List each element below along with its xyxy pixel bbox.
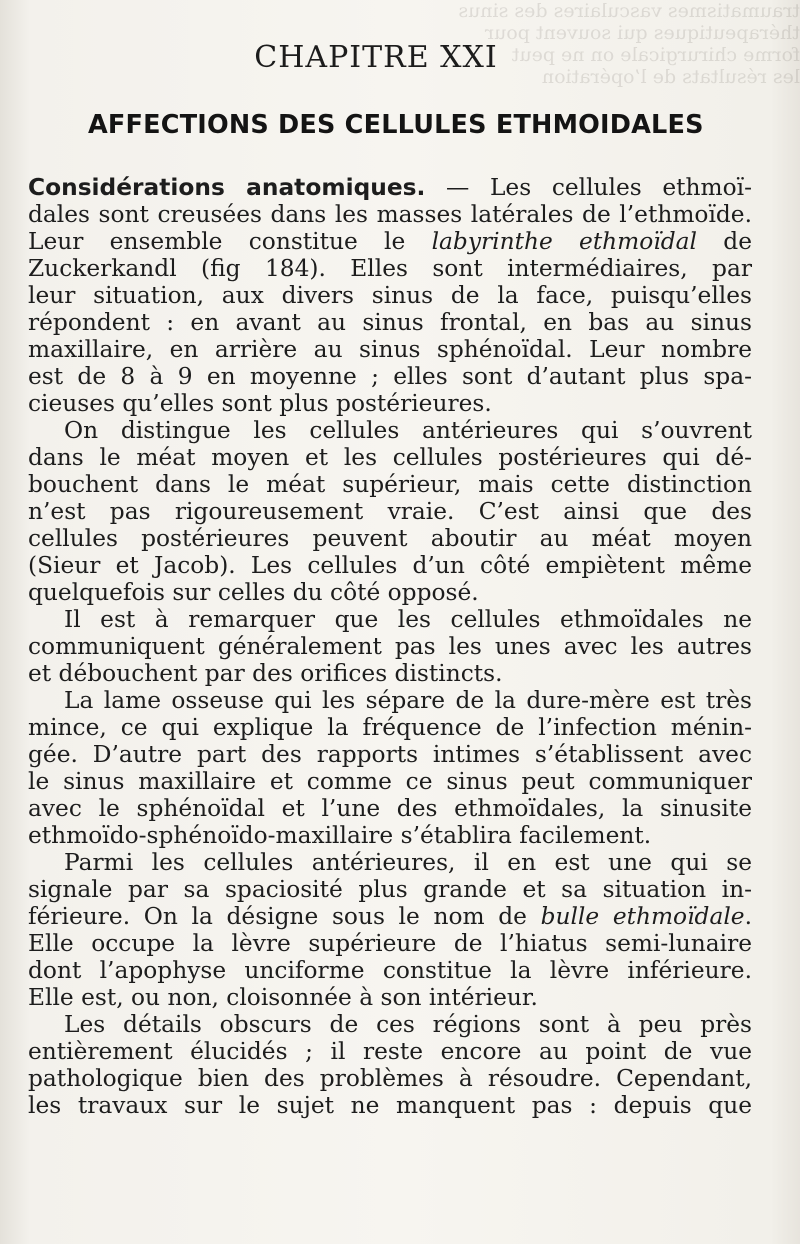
bleed-line: traumatismes vasculaires des sinus bbox=[458, 0, 800, 22]
text-line: mince, ce qui explique la fréquence de l’infection ménin- bbox=[28, 714, 752, 741]
text-line: quelquefois sur celles du côté opposé. bbox=[28, 579, 479, 606]
text-span: . bbox=[744, 903, 752, 930]
text-line: Elle est, ou non, cloisonnée à son intérieur. bbox=[28, 984, 538, 1011]
text-line: les travaux sur le sujet ne manquent pas : depuis que bbox=[28, 1092, 752, 1119]
text-line: (Sieur et Jacob). Les cellules d’un côté empiètent même bbox=[28, 552, 752, 579]
text-line: Elle occupe la lèvre supérieure de l’hiatus semi-lunaire bbox=[28, 930, 752, 957]
italic-term: bulle ethmoïdale bbox=[540, 903, 745, 930]
text-line: On distingue les cellules antérieures qui s’ouvrent bbox=[64, 417, 752, 444]
text-line bbox=[28, 174, 752, 201]
text-span: de bbox=[697, 228, 753, 255]
text-line: bouchent dans le méat supérieur, mais cette distinction bbox=[28, 471, 752, 498]
text-line: communiquent généralement pas les unes avec les autres bbox=[28, 633, 752, 660]
text-line bbox=[28, 903, 752, 930]
text-line: dont l’apophyse unciforme constitue la lèvre inférieure. bbox=[28, 957, 752, 984]
text-line: cieuses qu’elles sont plus postérieures. bbox=[28, 390, 492, 417]
text-line: ethmoïdo-sphénoïdo-maxillaire s’établira facilement. bbox=[28, 822, 652, 849]
body-text bbox=[28, 174, 752, 1119]
text-line: est de 8 à 9 en moyenne ; elles sont d’autant plus spa- bbox=[28, 363, 752, 390]
bleed-line: les résultats de l’opération bbox=[541, 66, 800, 88]
text-span: férieure. On la désigne sous le nom de bbox=[28, 903, 541, 930]
text-line: Zuckerkandl (fig 184). Elles sont intermédiaires, par bbox=[28, 255, 752, 282]
text-line bbox=[28, 228, 752, 255]
lead-heading: Considérations anatomiques. bbox=[28, 174, 426, 201]
text-line: et débouchent par des orifices distincts. bbox=[28, 660, 503, 687]
text-line: Il est à remarquer que les cellules ethmoïdales ne bbox=[64, 606, 752, 633]
text-line: le sinus maxillaire et comme ce sinus peut communiquer bbox=[28, 768, 752, 795]
text-span: — Les cellules ethmoï- bbox=[425, 174, 752, 201]
text-line: leur situation, aux divers sinus de la face, puisqu’elles bbox=[28, 282, 752, 309]
section-title: AFFECTIONS DES CELLULES ETHMOIDALES bbox=[88, 110, 704, 140]
text-line: pathologique bien des problèmes à résoudre. Cependant, bbox=[28, 1065, 752, 1092]
text-line: Parmi les cellules antérieures, il en est une qui se bbox=[64, 849, 752, 876]
bleed-line: thérapeutiques qui souvent pour bbox=[484, 22, 800, 44]
text-line: signale par sa spaciosité plus grande et sa situation in- bbox=[28, 876, 752, 903]
italic-term: labyrinthe ethmoïdal bbox=[431, 228, 698, 255]
text-line: entièrement élucidés ; il reste encore au point de vue bbox=[28, 1038, 752, 1065]
text-line: répondent : en avant au sinus frontal, en bas au sinus bbox=[28, 309, 752, 336]
text-line: avec le sphénoïdal et l’une des ethmoïdales, la sinusite bbox=[28, 795, 752, 822]
text-span: Leur ensemble constitue le bbox=[28, 228, 432, 255]
bleed-line: forme chirurgicale on ne peut bbox=[511, 44, 800, 66]
text-line: maxillaire, en arrière au sinus sphénoïdal. Leur nombre bbox=[28, 336, 752, 363]
text-line: gée. D’autre part des rapports intimes s’établissent avec bbox=[28, 741, 752, 768]
text-line: dales sont creusées dans les masses latérales de l’ethmoïde. bbox=[28, 201, 752, 228]
text-line: dans le méat moyen et les cellules postérieures qui dé- bbox=[28, 444, 752, 471]
text-line: cellules postérieures peuvent aboutir au méat moyen bbox=[28, 525, 752, 552]
text-line: Les détails obscurs de ces régions sont à peu près bbox=[64, 1011, 752, 1038]
text-line: n’est pas rigoureusement vraie. C’est ainsi que des bbox=[28, 498, 752, 525]
text-line: La lame osseuse qui les sépare de la dure-mère est très bbox=[64, 687, 752, 714]
chapter-heading: CHAPITRE XXI bbox=[254, 40, 498, 75]
